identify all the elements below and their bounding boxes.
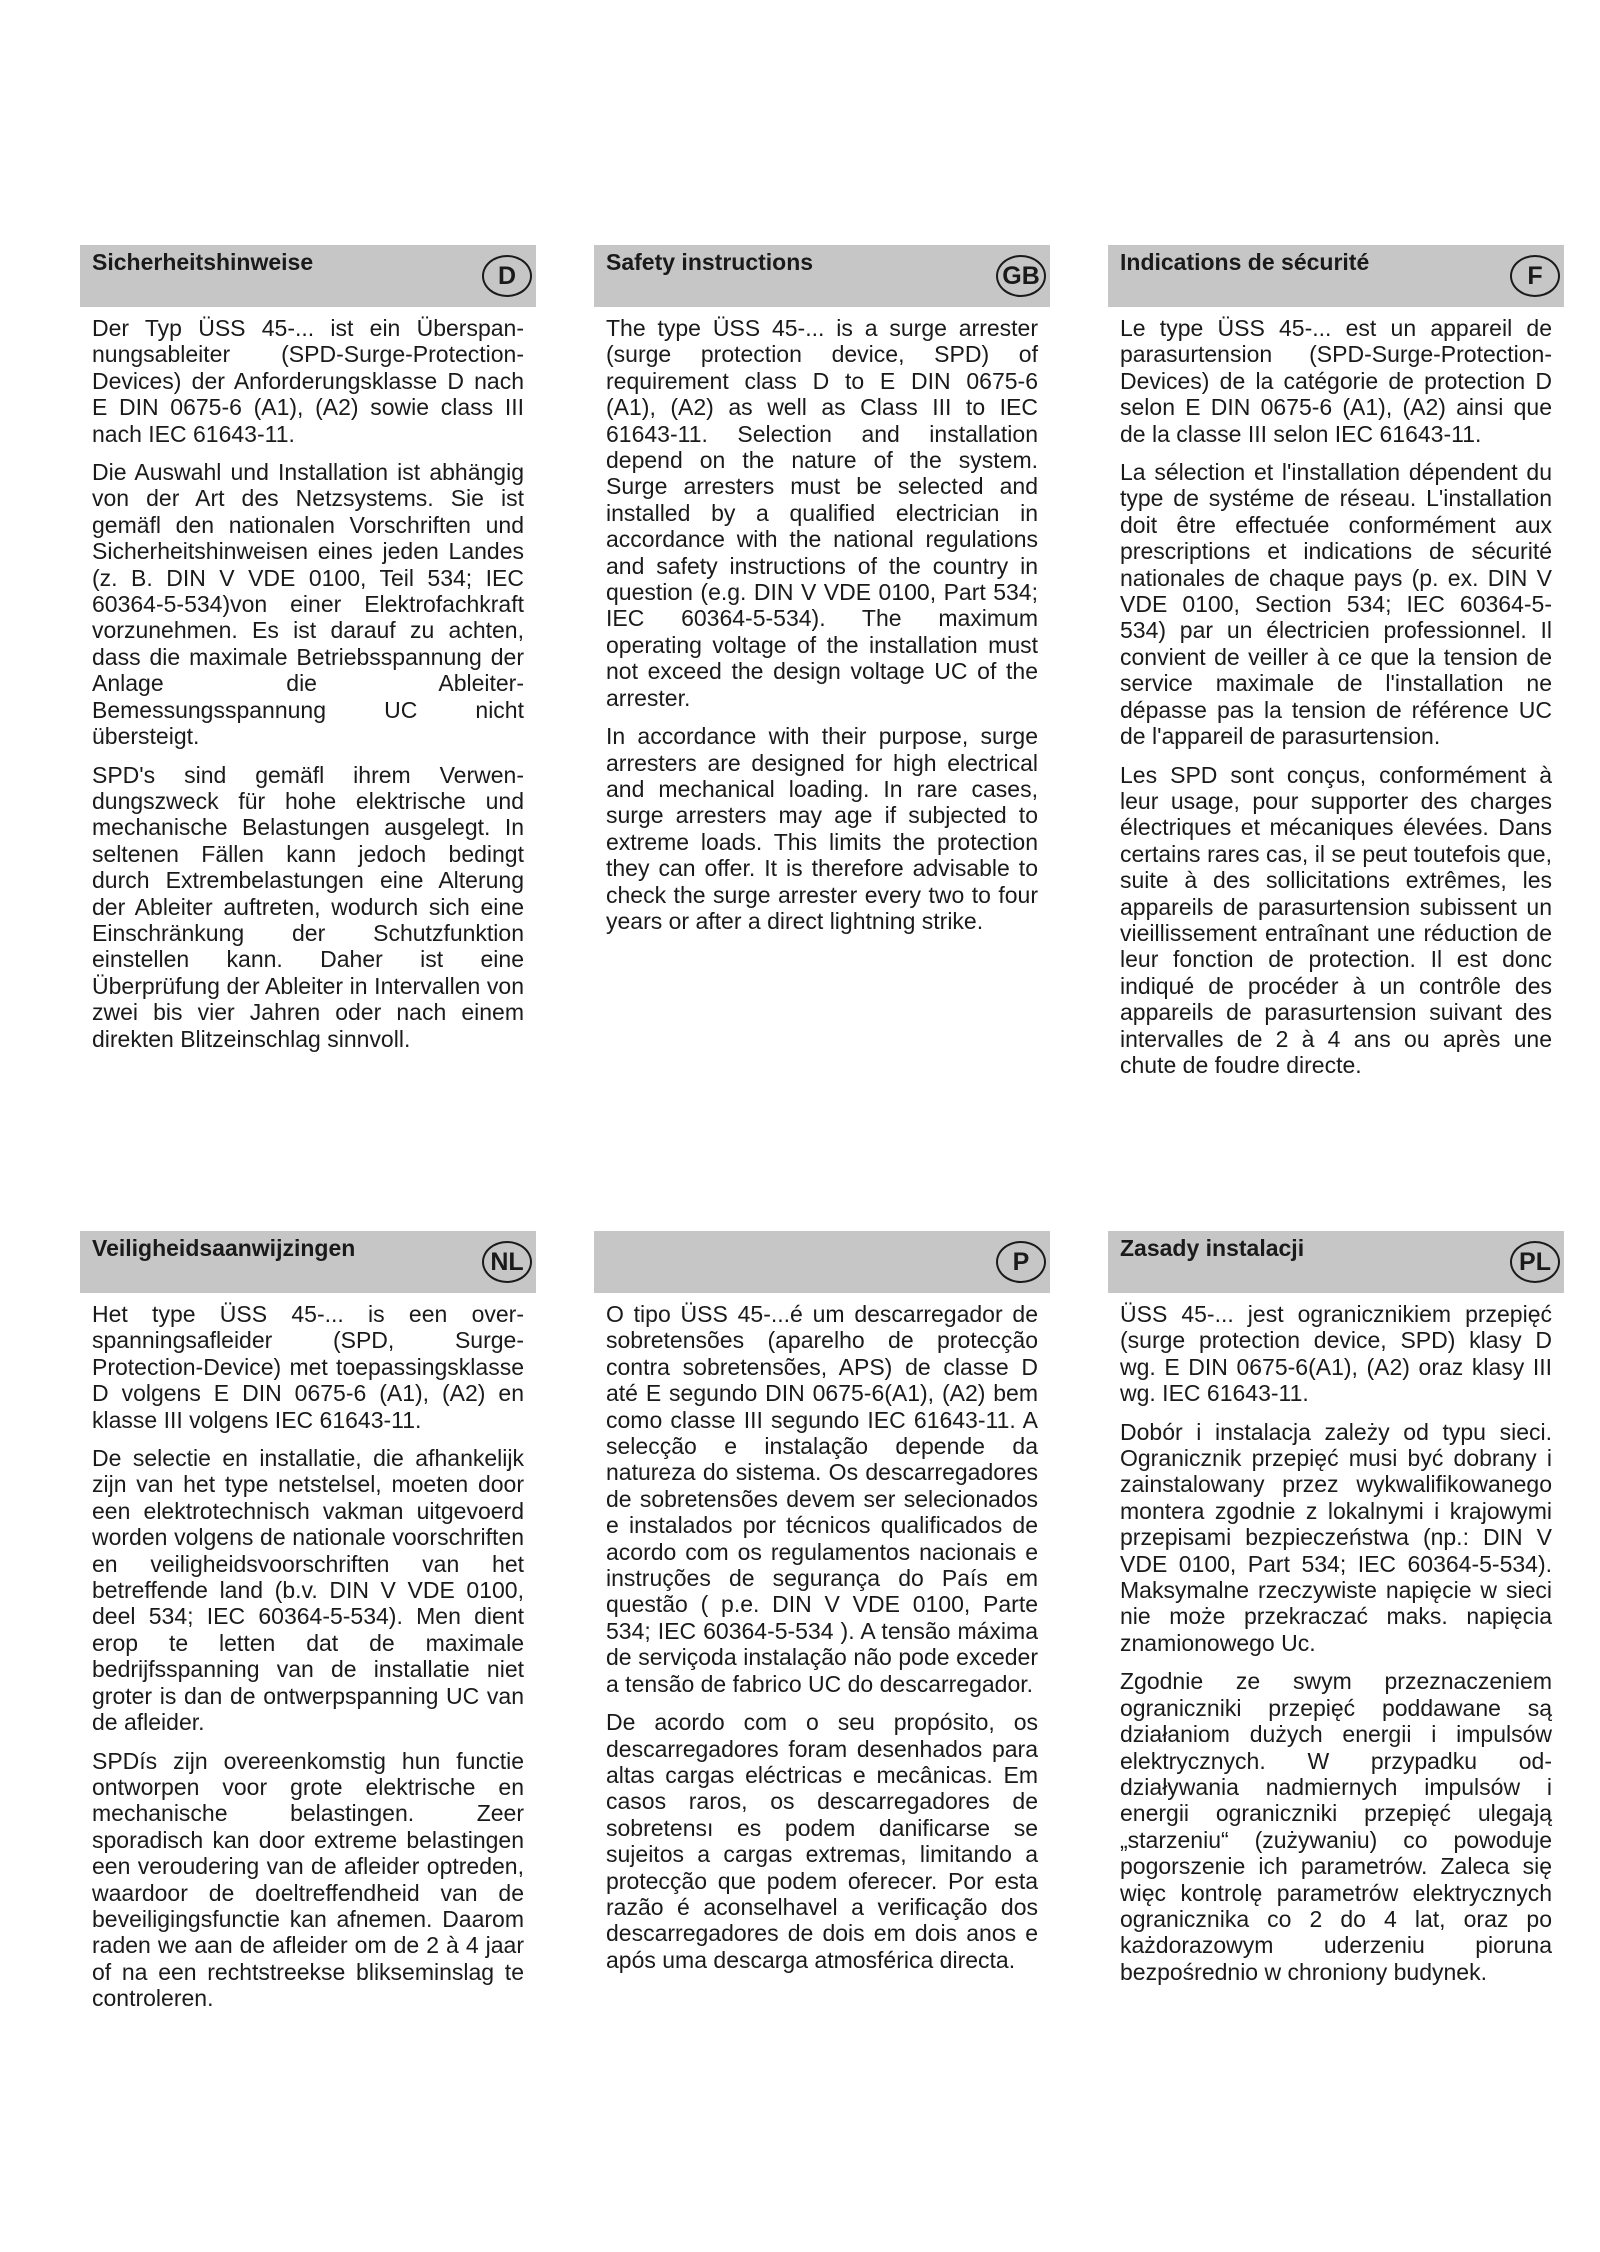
paragraph: Het type ÜSS 45-... is een overspanningsafleider (SPD, Surge-Protection-Device) met toepassingsklasse D volgens E DIN 0675-6 (A1), (A2) en klasse III volgens IEC 61643-11.	[92, 1301, 524, 1433]
section-polish	[1108, 1231, 1564, 1997]
section-header	[80, 1231, 536, 1293]
section-title: Veiligheidsaanwijzingen	[92, 1235, 356, 1261]
section-body	[594, 1293, 1050, 1973]
section-german	[80, 245, 536, 1064]
language-badge: D	[482, 255, 532, 297]
language-badge: GB	[996, 255, 1046, 297]
paragraph: SPDís zijn overeenkomstig hun functie ontworpen voor grote elektrische en mechanische belastingen. Zeer sporadisch kan door extreme belastingen een veroudering van de afleider optreden, waardoor de doeltreffendheid van de beveiligingsfunctie kan afnemen. Daarom raden we aan de afleider om de 2 à 4 jaar of na een rechtstreekse blikseminslag te controleren.	[92, 1747, 524, 2012]
paragraph: Die Auswahl und Installation ist abhängig von der Art des Netzsystems. Sie ist gemäfl den nationalen Vorschriften und Sicherheitshinweisen eines jeden Landes (z. B. DIN V VDE 0100, Teil 534; IEC 60364-5-534)von einer Elektrofachkraft vorzunehmen. Es ist darauf zu achten, dass die maximale Betriebsspannung der Anlage die Ableiter-Bemessungsspannung UC nicht übersteigt.	[92, 459, 524, 750]
paragraph: O tipo ÜSS 45-...é um descarregador de sobretensões (aparelho de protecção contra sobretensões, APS) de classe D até E segundo DIN 0675-6(A1), (A2) bem como classe III segundo IEC 61643-11. A selecção e instalação depende da natureza do sistema. Os descarregadores de sobretensões devem ser selecionados e instalados por técnicos qualificados de acordo com os regulamentos nacionais e instruções de segurança do País em questão ( p.e. DIN V VDE 0100, Parte 534; IEC 60364-5-534 ). A tensão máxima de serviçoda instalação não pode exceder a tensão de fabrico UC do descarregador.	[606, 1301, 1038, 1697]
section-portuguese	[594, 1231, 1050, 1985]
language-badge: P	[996, 1241, 1046, 1283]
section-dutch	[80, 1231, 536, 2024]
paragraph: De selectie en installatie, die afhankelijk zijn van het type netstelsel, moeten door een elektrotechnisch vakman uitgevoerd worden volgens de nationale voorschriften en veiligheidsvoorschriften van het betreffende land (b.v. DIN V VDE 0100, deel 534; IEC 60364-5-534). Men dient erop te letten dat de maximale bedrijfsspanning van de installatie niet groter is dan de ontwerpspanning UC van de afleider.	[92, 1445, 524, 1736]
paragraph: Les SPD sont conçus, conformément à leur usage, pour supporter des charges électriques et mécaniques élevées. Dans certains rares cas, il se peut toutefois que, suite à des sollicitations extrêmes, les appareils de parasurtension subissent un vieillissement entraînant une réduction de leur fonction de protection. Il est donc indiqué de procéder à un contrôle des appareils de parasurtension suivant des intervalles de 2 à 4 ans ou après une chute de foudre directe.	[1120, 761, 1552, 1078]
section-header	[1108, 245, 1564, 307]
section-title: Sicherheitshinweise	[92, 249, 314, 275]
paragraph: In accordance with their purpose, surge arresters are designed for high electrical and mechanical loading. In rare cases, surge arresters may age if subjected to extreme loads. This limits the protection they can offer. It is therefore advisable to check the surge arrester every two to four years or after a direct lightning strike.	[606, 723, 1038, 934]
paragraph: Dobór i instalacja zależy od typu sieci. Ogranicznik przepięć musi być dobrany i zainstalowany przez wykwalifikowanego montera zgodnie z lokalnymi i krajowymi przepisami bezpieczeństwa (np.: DIN V VDE 0100, Part 534; IEC 60364-5-534). Maksymalne rzeczywiste napięcie w sieci nie może przekraczać maks. napięcia znamionowego Uc.	[1120, 1418, 1552, 1656]
paragraph: De acordo com o seu propósito, os descarregadores foram desenhados para altas cargas eléctricas e mecânicas. Em casos raros, os descarregadores de sobretensı es podem danificarse se sujeitos a cargas extremas, limitando a protecção que podem oferecer. Por esta razão é aconselhavel a verificação dos descarregadores de dois em dois anos e após uma descarga atmosférica directa.	[606, 1709, 1038, 1973]
language-badge: F	[1510, 255, 1560, 297]
section-body	[80, 1293, 536, 2012]
section-header	[1108, 1231, 1564, 1293]
section-body	[1108, 1293, 1564, 1985]
section-header	[594, 1231, 1050, 1293]
section-french	[1108, 245, 1564, 1090]
section-title: Indications de sécurité	[1120, 249, 1370, 275]
paragraph: SPD's sind gemäfl ihrem Verwendungszweck für hohe elektrische und mechanische Belastungen ausgelegt. In seltenen Fällen kann jedoch bedingt durch Extrembelastungen eine Alterung der Ableiter auftreten, wodurch sich eine Einschränkung der Schutzfunktion einstellen kann. Daher ist eine Überprüfung der Ableiter in Intervallen von zwei bis vier Jahren oder nach einem direkten Blitzeinschlag sinnvoll.	[92, 761, 524, 1052]
language-badge: PL	[1510, 1241, 1560, 1283]
paragraph: The type ÜSS 45-... is a surge arrester (surge protection device, SPD) of requirement class D to E DIN 0675-6 (A1), (A2) as well as Class III to IEC 61643-11. Selection and installation depend on the nature of the system. Surge arresters must be selected and installed by a qualified electrician in accordance with the national regulations and safety instructions of the country in question (e.g. DIN V VDE 0100, Part 534; IEC 60364-5-534). The maximum operating voltage of the installation must not exceed the design voltage UC of the arrester.	[606, 315, 1038, 711]
paragraph: Le type ÜSS 45-... est un appareil de parasurtension (SPD-Surge-Protection-Devices) de la catégorie de protection D selon E DIN 0675-6 (A1), (A2) ainsi que de la classe III selon IEC 61643-11.	[1120, 315, 1552, 447]
paragraph: Zgodnie ze swym przeznaczeniem ograniczniki przepięć poddawane są działaniom dużych energii i impulsów elektrycznych. W przypadku oddziaływania nadmiernych impulsów i energii ograniczniki przepięć ulegają „starzeniu“ (zużywaniu) co powoduje pogorszenie ich parametrów. Zaleca się więc kontrolę parametrów elektrycznych ogranicznika co 2 do 4 lat, oraz po każdorazowym uderzeniu pioruna bezpośrednio w chroniony budynek.	[1120, 1668, 1552, 1985]
section-body	[1108, 307, 1564, 1078]
paragraph: ÜSS 45-... jest ogranicznikiem przepięć (surge protection device, SPD) klasy D wg. E DIN 0675-6(A1), (A2) oraz klasy III wg. IEC 61643-11.	[1120, 1301, 1552, 1407]
language-badge: NL	[482, 1241, 532, 1283]
section-header	[80, 245, 536, 307]
section-body	[594, 307, 1050, 934]
section-title: Zasady instalacji	[1120, 1235, 1305, 1261]
section-body	[80, 307, 536, 1052]
paragraph: Der Typ ÜSS 45-... ist ein Überspannungsableiter (SPD-Surge-Protection-Devices) der Anforderungsklasse D nach E DIN 0675-6 (A1), (A2) sowie class III nach IEC 61643-11.	[92, 315, 524, 447]
paragraph: La sélection et l'installation dépendent du type de systéme de réseau. L'installation doit être effectuée conformément aux prescriptions et indications de sécurité nationales de chaque pays (p. ex. DIN V VDE 0100, Section 534; IEC 60364-5-534) par un électricien professionnel. Il convient de veiller à ce que la tension de service maximale de l'installation ne dépasse pas la tension de référence UC de l'appareil de parasurtension.	[1120, 459, 1552, 750]
section-title: Safety instructions	[606, 249, 814, 275]
section-english	[594, 245, 1050, 946]
section-header	[594, 245, 1050, 307]
